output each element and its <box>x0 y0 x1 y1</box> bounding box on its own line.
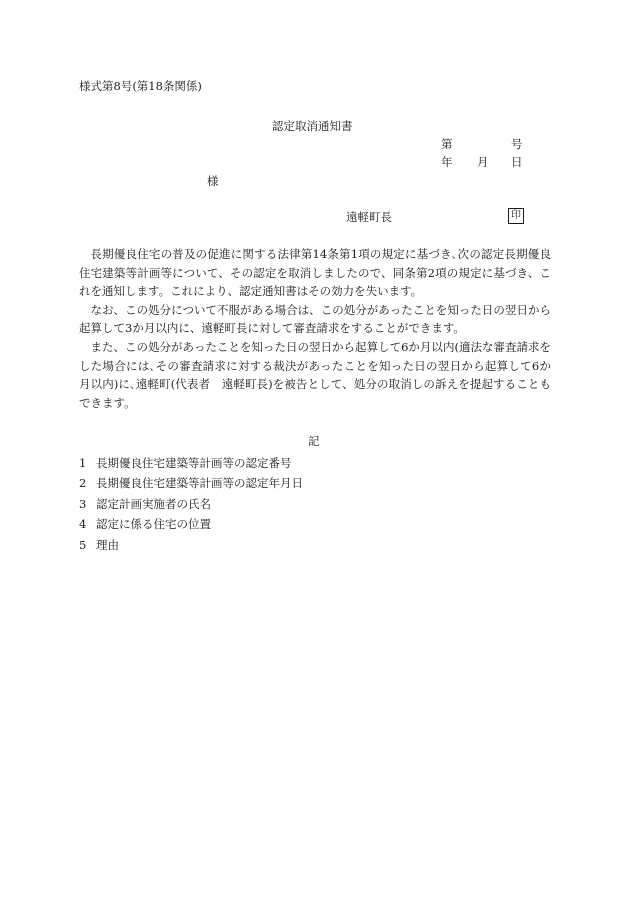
item-number: 4 <box>79 517 87 532</box>
item-label: 長期優良住宅建築等計画等の認定年月日 <box>96 476 303 491</box>
item-label: 理由 <box>96 537 119 552</box>
ki-heading: 記 <box>308 434 320 448</box>
issuer-name: 遠軽町長 <box>346 210 392 224</box>
notice-body <box>79 245 551 412</box>
date-year-label: 年 <box>441 155 453 169</box>
item-list <box>79 453 303 555</box>
item-number: 3 <box>79 496 87 511</box>
addressee-honorific: 様 <box>207 174 219 188</box>
list-item <box>79 514 303 534</box>
seal-mark: 印 <box>508 208 524 224</box>
body-paragraph-1: 長期優良住宅の普及の促進に関する法律第14条第1項の規定に基づき､次の認定長期優良住宅建築等計画等について、その認定を取消しましたので、同条第2項の規定に基づき、これを通知します。これにより、認定通知書はその効力を失います。 <box>79 247 551 299</box>
document-title: 認定取消通知書 <box>272 119 353 133</box>
item-label: 長期優良住宅建築等計画等の認定番号 <box>96 456 292 470</box>
body-paragraph-2: なお、この処分について不服がある場合は、この処分があったことを知った日の翌日から起算して3か月以内に、遠軽町長に対して審査請求をすることができます。 <box>79 302 551 336</box>
item-number: 5 <box>79 537 87 552</box>
item-label: 認定計画実施者の氏名 <box>96 496 211 511</box>
list-item <box>79 535 303 555</box>
item-number: 1 <box>79 456 87 470</box>
list-item <box>79 473 303 493</box>
body-paragraph-3: また、この処分があったことを知った日の翌日から起算して6か月以内(適法な審査請求をした場合には､その審査請求に対する裁決があったことを知った日の翌日から起算して6か月以内)に､遠軽町(代表者 遠軽町長)を被告として、処分の取消しの訴えを提起することもできます。 <box>79 339 551 410</box>
date-month-label: 月 <box>477 155 489 169</box>
doc-number-prefix: 第 <box>441 137 453 151</box>
list-item <box>79 453 303 473</box>
form-number: 様式第8号(第18条関係) <box>79 79 202 93</box>
doc-number-suffix: 号 <box>511 137 523 151</box>
date-day-label: 日 <box>511 155 523 169</box>
list-item <box>79 494 303 514</box>
item-label: 認定に係る住宅の位置 <box>96 517 211 532</box>
item-number: 2 <box>79 476 87 491</box>
